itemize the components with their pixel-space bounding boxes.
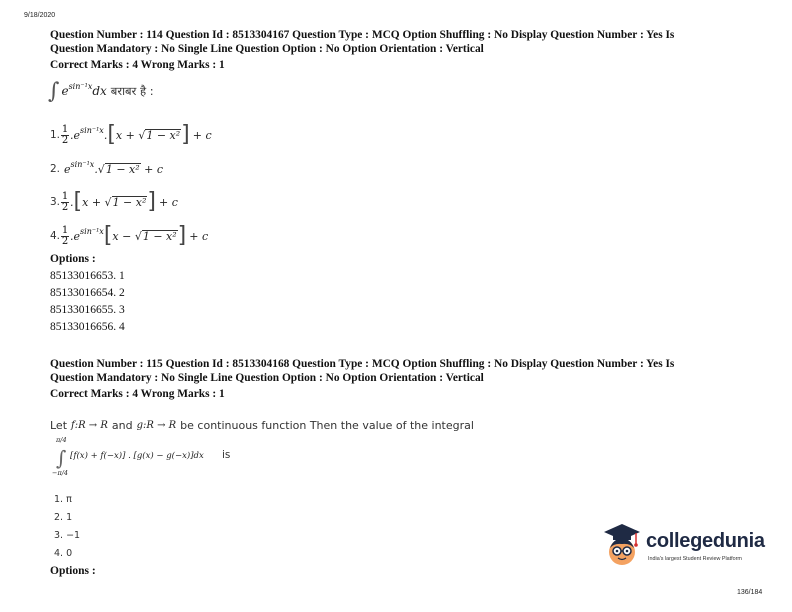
q114-options-title: Options :: [50, 253, 96, 265]
q114-option-id-2: 85133016654. 2: [50, 287, 125, 299]
q115-choice-2: 2. 1: [54, 512, 73, 523]
q115-choice-1: 1. π: [54, 494, 72, 505]
q115-marks: Correct Marks : 4 Wrong Marks : 1: [50, 388, 225, 400]
q115-options-title: Options :: [50, 565, 96, 577]
q115-choice-4: 4. 0: [54, 548, 73, 559]
print-date: 9/18/2020: [24, 12, 56, 19]
q114-marks: Correct Marks : 4 Wrong Marks : 1: [50, 59, 225, 71]
q114-option-id-1: 85133016653. 1: [50, 270, 125, 282]
q114-option-id-3: 85133016655. 3: [50, 304, 125, 316]
q114-meta-line1: Question Number : 114 Question Id : 8513304167 Question Type : MCQ Option Shuffling : No Display Question Number : Yes Is: [50, 29, 675, 41]
q114-choice-2: 2. e sin⁻¹x .√1 − x² + c: [50, 159, 164, 176]
q114-stem: ∫ e sin⁻¹x dx बराबर है :: [48, 78, 154, 104]
logo-wordmark: collegedunia: [646, 530, 765, 552]
q114-choice-4: 4. $\frac{1}{2}$ .e sin⁻¹x [ x − √1 − x² ] + c: [50, 223, 209, 248]
q114-stem-suffix: बराबर है :: [110, 83, 154, 98]
q115-meta-line2: Question Mandatory : No Single Line Question Option : No Option Orientation : Vertical: [50, 372, 484, 384]
q115-meta-line1: Question Number : 115 Question Id : 8513304168 Question Type : MCQ Option Shuffling : No Display Question Number : Yes Is: [50, 358, 675, 370]
q115-integral: π/4 ∫ −π/4 [f(x) + f(−x)] . [g(x) − g(−x)]dx is: [52, 436, 231, 477]
q114-option-id-4: 85133016656. 4: [50, 321, 125, 333]
logo-tagline: India's largest Student Review Platform: [648, 556, 742, 562]
q114-choice-1: 1. $\frac{1}{2}$ .e sin⁻¹x . [ x + √1 − x² ] + c: [50, 122, 212, 147]
q114-choice-3: 3. $\frac{1}{2}$ . [ x + √1 − x² ] + c: [50, 189, 178, 214]
q115-choice-3: 3. −1: [54, 530, 81, 541]
graduate-mascot-icon: [602, 522, 642, 572]
collegedunia-logo: [602, 522, 777, 574]
q114-meta-line2: Question Mandatory : No Single Line Question Option : No Option Orientation : Vertical: [50, 43, 484, 55]
q115-stem: Let f:R → R and g:R → R be continuous function Then the value of the integral: [50, 418, 474, 432]
page-number: 136/184: [737, 589, 763, 596]
